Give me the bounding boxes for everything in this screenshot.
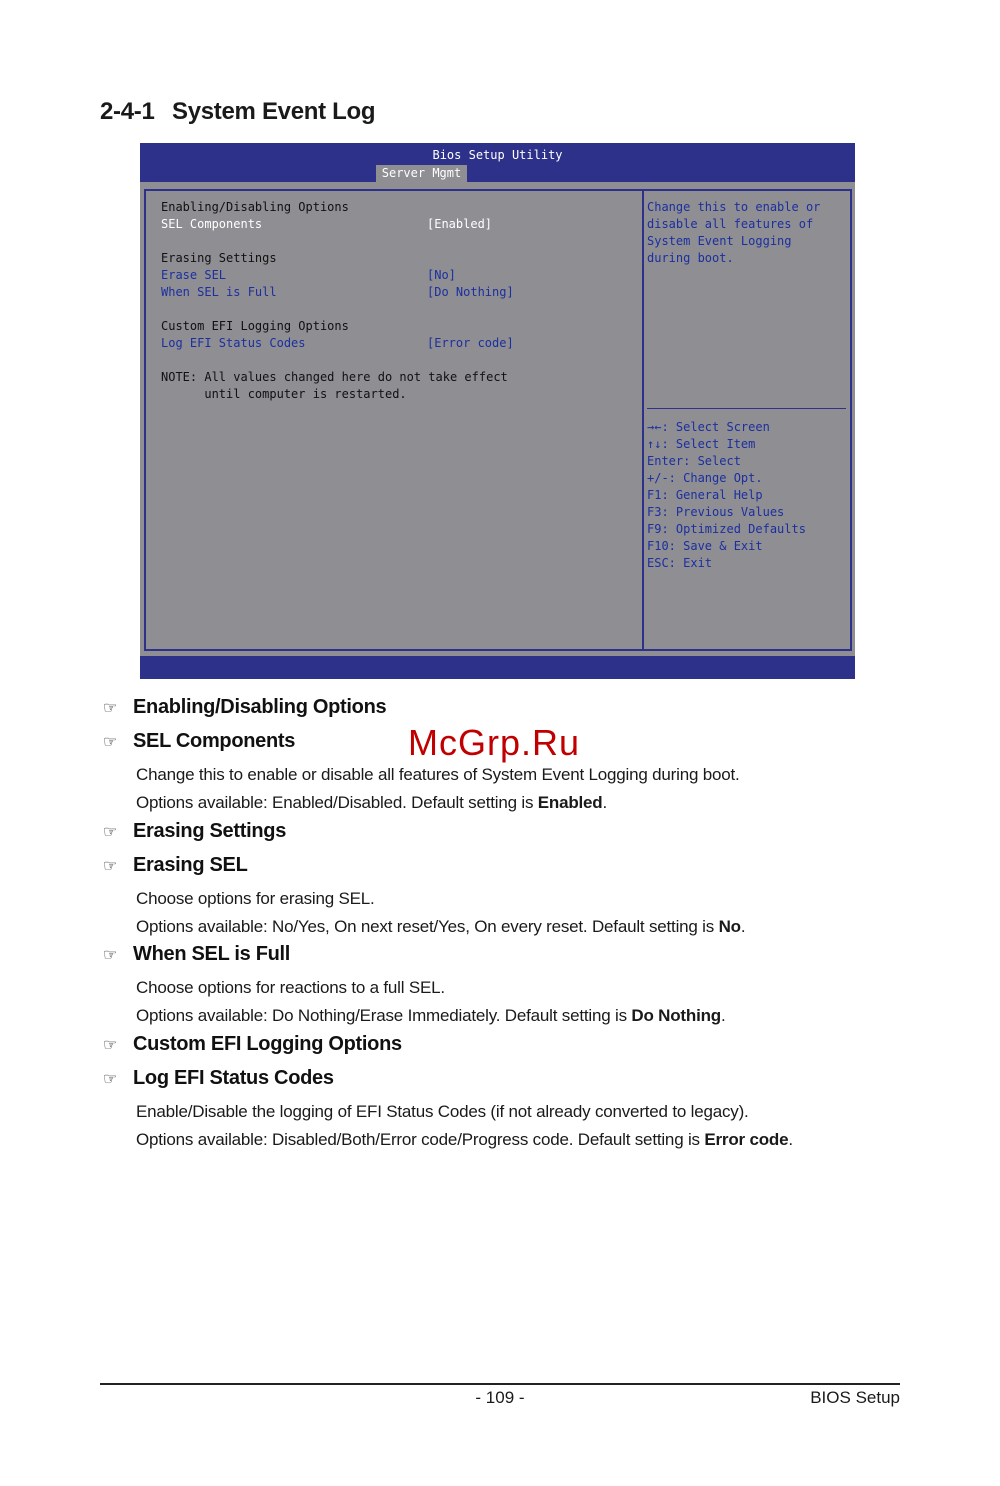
pointing-hand-icon: ☞ (103, 858, 118, 875)
key-change-opt: +/-: Change Opt. (647, 471, 763, 485)
item-erasing-settings: ☞ Erasing Settings (103, 820, 287, 842)
pointing-hand-icon: ☞ (103, 947, 118, 964)
option-erase-sel-label[interactable]: Erase SEL (161, 268, 227, 282)
item-erasing-sel: ☞ Erasing SEL (103, 854, 248, 876)
watermark-logo: McGrp.Ru (408, 722, 581, 763)
desc-when-sel-full: Choose options for reactions to a full SEL. (136, 978, 445, 997)
options-log-efi: Options available: Disabled/Both/Error code/Progress code. Default setting is Error code. (136, 1130, 793, 1149)
section-title: System Event Log (172, 98, 376, 125)
page-number: - 109 - (475, 1388, 525, 1407)
note-line-2: until computer is restarted. (161, 387, 407, 401)
options-erasing-sel: Options available: No/Yes, On next reset/Yes, On every reset. Default setting is No. (136, 917, 746, 936)
pointing-hand-icon: ☞ (103, 734, 118, 751)
item-sel-components: ☞ SEL Components (103, 730, 296, 752)
item-when-sel-full: ☞ When SEL is Full (103, 943, 291, 965)
pointing-hand-icon: ☞ (103, 824, 118, 841)
option-when-sel-full-label[interactable]: When SEL is Full (161, 285, 277, 299)
key-f1: F1: General Help (647, 488, 763, 502)
desc-erasing-sel: Choose options for erasing SEL. (136, 889, 375, 908)
footer-divider (100, 1383, 900, 1385)
option-erase-sel-value[interactable]: [No] (427, 268, 456, 282)
group-custom-efi: Custom EFI Logging Options (161, 319, 349, 333)
bios-footer-bar (140, 656, 855, 679)
note-line-1: NOTE: All values changed here do not take effect (161, 370, 508, 384)
key-f3: F3: Previous Values (647, 505, 785, 519)
option-log-efi-value[interactable]: [Error code] (427, 336, 514, 350)
help-line-2: disable all features of (647, 217, 814, 231)
key-esc: ESC: Exit (647, 556, 713, 570)
pointing-hand-icon: ☞ (103, 1071, 118, 1088)
options-sel-components: Options available: Enabled/Disabled. Default setting is Enabled. (136, 793, 608, 812)
key-select-screen: →←: Select Screen (647, 420, 770, 434)
desc-log-efi: Enable/Disable the logging of EFI Status Codes (if not already converted to legacy). (136, 1102, 749, 1121)
bios-screenshot (140, 143, 855, 679)
group-erasing-settings: Erasing Settings (161, 251, 277, 265)
options-when-sel-full: Options available: Do Nothing/Erase Immediately. Default setting is Do Nothing. (136, 1006, 726, 1025)
tab-server-mgmt[interactable]: Server Mgmt (376, 165, 467, 182)
item-log-efi: ☞ Log EFI Status Codes (103, 1067, 334, 1089)
key-f10: F10: Save & Exit (647, 539, 763, 553)
help-line-4: during boot. (647, 251, 734, 265)
footer-section-label: BIOS Setup (810, 1388, 900, 1407)
pointing-hand-icon: ☞ (103, 700, 118, 717)
option-sel-components-label[interactable]: SEL Components (161, 217, 263, 231)
help-divider (647, 408, 846, 409)
item-custom-efi: ☞ Custom EFI Logging Options (103, 1033, 402, 1055)
option-log-efi-label[interactable]: Log EFI Status Codes (161, 336, 306, 350)
section-heading (100, 98, 375, 126)
section-number: 2-4-1 (100, 98, 155, 125)
bios-title: Bios Setup Utility (432, 148, 563, 162)
option-sel-components-value[interactable]: [Enabled] (427, 217, 493, 231)
item-enabling-disabling: ☞ Enabling/Disabling Options (103, 696, 387, 718)
group-enabling-disabling: Enabling/Disabling Options (161, 200, 349, 214)
help-line-1: Change this to enable or (647, 200, 821, 214)
help-line-3: System Event Logging (647, 234, 792, 248)
key-select-item: ↑↓: Select Item (647, 437, 756, 451)
option-when-sel-full-value[interactable]: [Do Nothing] (427, 285, 514, 299)
desc-sel-components: Change this to enable or disable all features of System Event Logging during boot. (136, 765, 740, 784)
pointing-hand-icon: ☞ (103, 1037, 118, 1054)
key-enter: Enter: Select (647, 454, 741, 468)
key-f9: F9: Optimized Defaults (647, 522, 806, 536)
bios-divider (642, 189, 644, 651)
